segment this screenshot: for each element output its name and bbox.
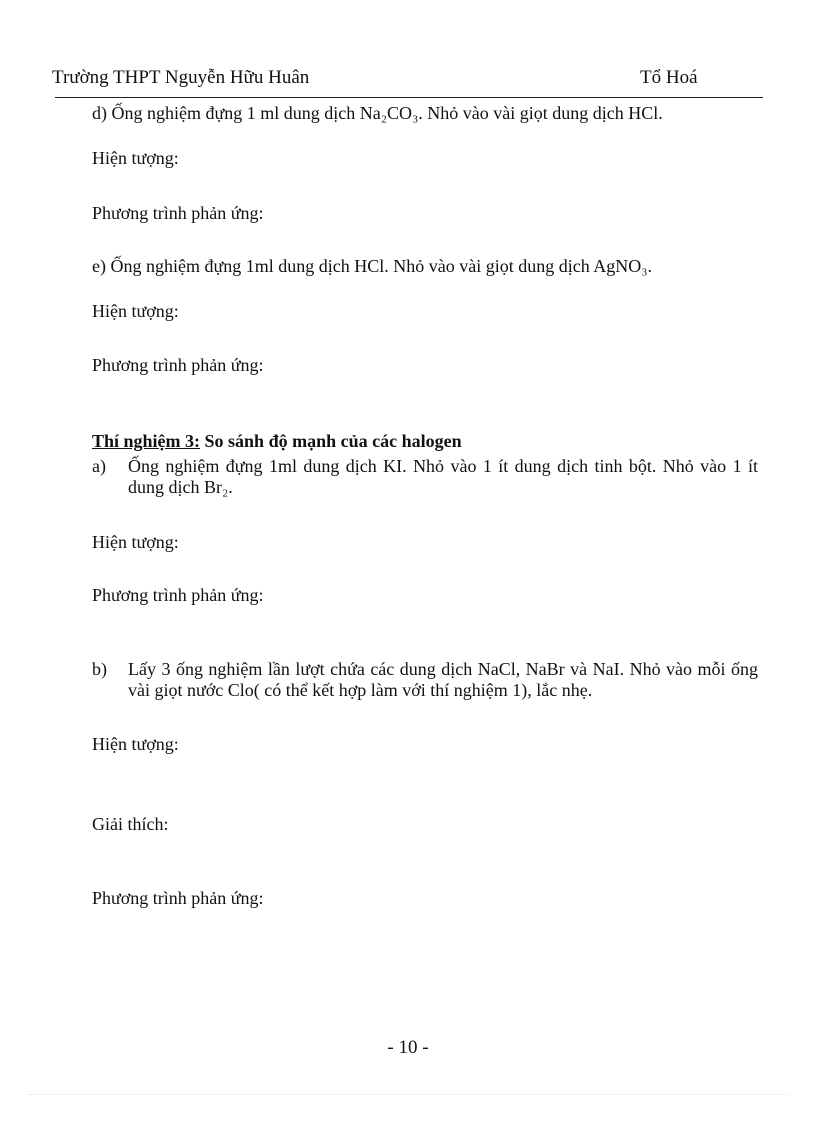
item-a-phenomenon: Hiện tượng:: [92, 532, 179, 552]
item-a-text: Ống nghiệm đựng 1ml dung dịch KI. Nhỏ vào 1 ít dung dịch tinh bột. Nhỏ vào 1 ít dung dịch Br₂.: [128, 456, 758, 497]
item-b-text: Lấy 3 ống nghiệm lần lượt chứa các dung dịch NaCl, NaBr và NaI. Nhỏ vào mỗi ống vài giọt nước Clo( có thể kết hợp làm với thí nghiệm 1), lắc nhẹ.: [128, 659, 758, 700]
item-b-equation: Phương trình phản ứng:: [92, 888, 264, 908]
item-d-text: d) Ống nghiệm đựng 1 ml dung dịch Na₂CO₃. Nhỏ vào vài giọt dung dịch HCl.: [92, 103, 663, 123]
item-a-equation: Phương trình phản ứng:: [92, 585, 264, 605]
page-number: - 10 -: [387, 1037, 429, 1058]
item-e-text: e) Ống nghiệm đựng 1ml dung dịch HCl. Nhỏ vào vài giọt dung dịch AgNO₃.: [92, 256, 652, 276]
item-d-equation: Phương trình phản ứng:: [92, 203, 264, 223]
item-b: [92, 659, 758, 701]
experiment3-title: So sánh độ mạnh của các halogen: [200, 431, 462, 451]
department-name: Tổ Hoá: [640, 67, 698, 88]
school-name: Trường THPT Nguyễn Hữu Huân: [52, 67, 310, 88]
header-rule: [55, 97, 763, 98]
item-e-phenomenon: Hiện tượng:: [92, 301, 179, 321]
item-b-explanation: Giải thích:: [92, 814, 169, 834]
experiment3-label: Thí nghiệm 3:: [92, 431, 201, 451]
item-b-phenomenon: Hiện tượng:: [92, 734, 179, 754]
page-header: [52, 67, 762, 95]
footer-dotted-line: [28, 1094, 788, 1095]
experiment3-heading: [92, 431, 462, 452]
item-d-phenomenon: Hiện tượng:: [92, 148, 179, 168]
item-e-equation: Phương trình phản ứng:: [92, 355, 264, 375]
item-b-marker: b): [92, 659, 107, 679]
item-a: [92, 456, 758, 498]
item-a-marker: a): [92, 456, 106, 476]
